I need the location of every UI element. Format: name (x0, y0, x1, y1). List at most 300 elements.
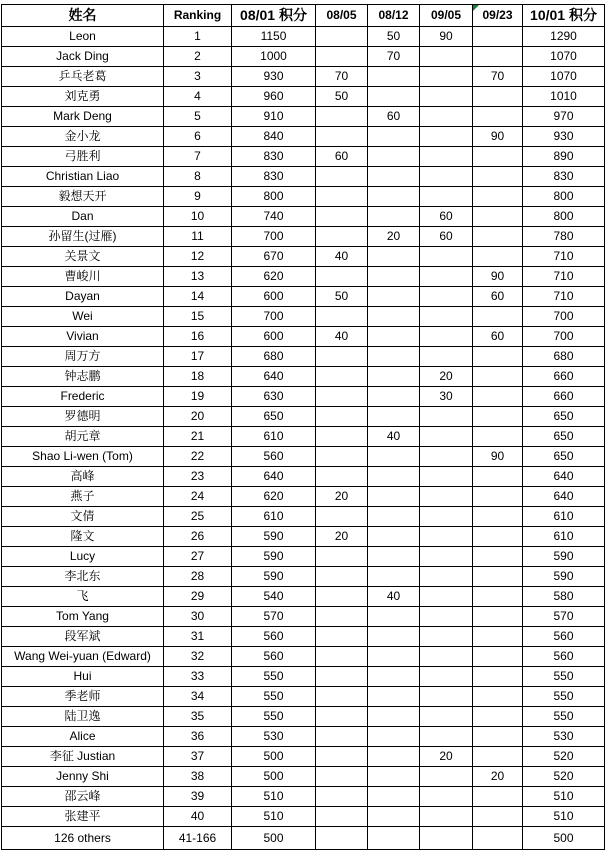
cell-ranking[interactable]: 35 (164, 707, 232, 727)
cell-points-1001[interactable]: 1070 (523, 47, 605, 67)
cell-points-0801[interactable]: 910 (232, 107, 316, 127)
cell-0905[interactable] (420, 327, 473, 347)
cell-name[interactable]: Dan (2, 207, 164, 227)
cell-name[interactable]: Frederic (2, 387, 164, 407)
cell-0923[interactable] (473, 107, 523, 127)
cell-0812[interactable]: 60 (368, 107, 420, 127)
cell-name[interactable]: 126 others (2, 827, 164, 850)
cell-0905[interactable] (420, 727, 473, 747)
cell-0812[interactable]: 40 (368, 587, 420, 607)
cell-0805[interactable] (316, 507, 368, 527)
cell-ranking[interactable]: 23 (164, 467, 232, 487)
cell-ranking[interactable]: 22 (164, 447, 232, 467)
cell-0905[interactable] (420, 527, 473, 547)
cell-ranking[interactable]: 31 (164, 627, 232, 647)
cell-0812[interactable] (368, 687, 420, 707)
cell-0923[interactable] (473, 587, 523, 607)
cell-0812[interactable] (368, 207, 420, 227)
cell-points-0801[interactable]: 700 (232, 307, 316, 327)
cell-0923[interactable] (473, 507, 523, 527)
cell-ranking[interactable]: 1 (164, 27, 232, 47)
cell-ranking[interactable]: 11 (164, 227, 232, 247)
cell-points-0801[interactable]: 560 (232, 627, 316, 647)
header-points-0801[interactable]: 08/01 积分 (232, 5, 316, 27)
cell-0905[interactable] (420, 707, 473, 727)
header-0923[interactable] (473, 5, 523, 27)
cell-name[interactable]: 张建平 (2, 807, 164, 827)
cell-0812[interactable] (368, 347, 420, 367)
cell-0805[interactable]: 50 (316, 87, 368, 107)
cell-0923[interactable] (473, 227, 523, 247)
cell-0905[interactable] (420, 67, 473, 87)
cell-points-1001[interactable]: 530 (523, 727, 605, 747)
cell-0805[interactable] (316, 27, 368, 47)
cell-ranking[interactable]: 13 (164, 267, 232, 287)
cell-points-0801[interactable]: 700 (232, 227, 316, 247)
cell-0923[interactable]: 90 (473, 447, 523, 467)
cell-0905[interactable] (420, 427, 473, 447)
cell-0805[interactable] (316, 827, 368, 850)
cell-points-1001[interactable]: 650 (523, 447, 605, 467)
cell-name[interactable]: 季老师 (2, 687, 164, 707)
cell-name[interactable]: 弓胜利 (2, 147, 164, 167)
cell-points-0801[interactable]: 500 (232, 767, 316, 787)
cell-0905[interactable] (420, 467, 473, 487)
cell-0805[interactable] (316, 607, 368, 627)
cell-0923[interactable] (473, 827, 523, 850)
cell-name[interactable]: 邵云峰 (2, 787, 164, 807)
cell-0812[interactable] (368, 487, 420, 507)
cell-0812[interactable] (368, 127, 420, 147)
cell-0805[interactable] (316, 187, 368, 207)
cell-0905[interactable] (420, 347, 473, 367)
cell-points-0801[interactable]: 610 (232, 507, 316, 527)
cell-points-1001[interactable]: 640 (523, 487, 605, 507)
cell-0812[interactable] (368, 447, 420, 467)
cell-points-0801[interactable]: 630 (232, 387, 316, 407)
cell-name[interactable]: Jenny Shi (2, 767, 164, 787)
cell-points-1001[interactable]: 500 (523, 827, 605, 850)
cell-0812[interactable] (368, 727, 420, 747)
cell-0812[interactable] (368, 787, 420, 807)
cell-0905[interactable] (420, 767, 473, 787)
cell-0805[interactable] (316, 747, 368, 767)
cell-ranking[interactable]: 21 (164, 427, 232, 447)
cell-points-1001[interactable]: 550 (523, 667, 605, 687)
cell-name[interactable]: 乒乓老葛 (2, 67, 164, 87)
cell-name[interactable]: Wang Wei-yuan (Edward) (2, 647, 164, 667)
cell-points-1001[interactable]: 890 (523, 147, 605, 167)
cell-points-1001[interactable]: 800 (523, 207, 605, 227)
cell-ranking[interactable]: 34 (164, 687, 232, 707)
cell-0805[interactable] (316, 687, 368, 707)
cell-ranking[interactable]: 19 (164, 387, 232, 407)
cell-points-0801[interactable]: 620 (232, 487, 316, 507)
cell-name[interactable]: 陆卫逸 (2, 707, 164, 727)
cell-ranking[interactable]: 38 (164, 767, 232, 787)
cell-0812[interactable]: 70 (368, 47, 420, 67)
cell-0923[interactable]: 70 (473, 67, 523, 87)
cell-0923[interactable]: 60 (473, 287, 523, 307)
cell-0812[interactable] (368, 627, 420, 647)
cell-name[interactable]: 罗德明 (2, 407, 164, 427)
cell-0905[interactable]: 90 (420, 27, 473, 47)
cell-0812[interactable] (368, 747, 420, 767)
cell-0923[interactable] (473, 467, 523, 487)
cell-name[interactable]: 关景文 (2, 247, 164, 267)
cell-0812[interactable] (368, 87, 420, 107)
cell-points-1001[interactable]: 1070 (523, 67, 605, 87)
cell-0905[interactable] (420, 647, 473, 667)
cell-0923[interactable] (473, 167, 523, 187)
cell-points-1001[interactable]: 570 (523, 607, 605, 627)
cell-0805[interactable]: 40 (316, 327, 368, 347)
cell-points-1001[interactable]: 710 (523, 247, 605, 267)
cell-points-1001[interactable]: 510 (523, 807, 605, 827)
cell-ranking[interactable]: 2 (164, 47, 232, 67)
cell-0812[interactable] (368, 287, 420, 307)
cell-0805[interactable] (316, 347, 368, 367)
cell-points-0801[interactable]: 1150 (232, 27, 316, 47)
cell-points-1001[interactable]: 510 (523, 787, 605, 807)
cell-0923[interactable] (473, 707, 523, 727)
cell-points-1001[interactable]: 560 (523, 647, 605, 667)
cell-ranking[interactable]: 17 (164, 347, 232, 367)
cell-0812[interactable]: 20 (368, 227, 420, 247)
cell-0923[interactable] (473, 527, 523, 547)
cell-name[interactable]: 段军斌 (2, 627, 164, 647)
cell-points-1001[interactable]: 580 (523, 587, 605, 607)
cell-0905[interactable]: 60 (420, 227, 473, 247)
cell-name[interactable]: 金小龙 (2, 127, 164, 147)
cell-0805[interactable] (316, 447, 368, 467)
cell-points-0801[interactable]: 590 (232, 547, 316, 567)
cell-name[interactable]: 李征 Justian (2, 747, 164, 767)
cell-0905[interactable] (420, 667, 473, 687)
cell-name[interactable]: Leon (2, 27, 164, 47)
cell-0905[interactable] (420, 807, 473, 827)
cell-0905[interactable] (420, 127, 473, 147)
cell-0905[interactable] (420, 627, 473, 647)
cell-0923[interactable] (473, 647, 523, 667)
cell-0812[interactable] (368, 767, 420, 787)
cell-points-0801[interactable]: 500 (232, 827, 316, 850)
cell-0905[interactable]: 20 (420, 367, 473, 387)
cell-0923[interactable]: 20 (473, 767, 523, 787)
cell-0923[interactable] (473, 727, 523, 747)
cell-ranking[interactable]: 3 (164, 67, 232, 87)
header-0812[interactable]: 08/12 (368, 5, 420, 27)
cell-points-0801[interactable]: 540 (232, 587, 316, 607)
cell-name[interactable]: Hui (2, 667, 164, 687)
cell-points-1001[interactable]: 610 (523, 527, 605, 547)
cell-points-0801[interactable]: 640 (232, 467, 316, 487)
cell-points-0801[interactable]: 830 (232, 147, 316, 167)
cell-0812[interactable] (368, 407, 420, 427)
cell-0923[interactable] (473, 187, 523, 207)
cell-0805[interactable] (316, 167, 368, 187)
cell-0812[interactable] (368, 307, 420, 327)
cell-points-0801[interactable]: 560 (232, 647, 316, 667)
cell-0812[interactable] (368, 187, 420, 207)
cell-name[interactable]: Wei (2, 307, 164, 327)
cell-points-0801[interactable]: 680 (232, 347, 316, 367)
cell-0923[interactable] (473, 667, 523, 687)
cell-0805[interactable] (316, 107, 368, 127)
cell-0805[interactable] (316, 47, 368, 67)
header-ranking[interactable]: Ranking (164, 5, 232, 27)
cell-ranking[interactable]: 27 (164, 547, 232, 567)
cell-0923[interactable] (473, 27, 523, 47)
cell-name[interactable]: 钟志鹏 (2, 367, 164, 387)
cell-0812[interactable] (368, 527, 420, 547)
cell-0805[interactable] (316, 467, 368, 487)
cell-name[interactable]: Dayan (2, 287, 164, 307)
cell-points-1001[interactable]: 650 (523, 427, 605, 447)
cell-0923[interactable] (473, 687, 523, 707)
cell-0812[interactable] (368, 327, 420, 347)
cell-ranking[interactable]: 39 (164, 787, 232, 807)
cell-0923[interactable] (473, 347, 523, 367)
cell-0805[interactable] (316, 307, 368, 327)
cell-ranking[interactable]: 6 (164, 127, 232, 147)
cell-ranking[interactable]: 37 (164, 747, 232, 767)
cell-0812[interactable] (368, 707, 420, 727)
cell-name[interactable]: Jack Ding (2, 47, 164, 67)
cell-0923[interactable] (473, 807, 523, 827)
cell-ranking[interactable]: 30 (164, 607, 232, 627)
cell-points-0801[interactable]: 550 (232, 707, 316, 727)
cell-ranking[interactable]: 12 (164, 247, 232, 267)
cell-points-1001[interactable]: 520 (523, 747, 605, 767)
cell-points-0801[interactable]: 800 (232, 187, 316, 207)
cell-0805[interactable] (316, 227, 368, 247)
cell-ranking[interactable]: 28 (164, 567, 232, 587)
cell-points-0801[interactable]: 530 (232, 727, 316, 747)
cell-points-1001[interactable]: 660 (523, 367, 605, 387)
cell-points-0801[interactable]: 590 (232, 567, 316, 587)
cell-points-1001[interactable]: 930 (523, 127, 605, 147)
cell-0923[interactable] (473, 427, 523, 447)
cell-0812[interactable] (368, 507, 420, 527)
cell-points-1001[interactable]: 1010 (523, 87, 605, 107)
cell-0805[interactable] (316, 367, 368, 387)
cell-points-0801[interactable]: 600 (232, 287, 316, 307)
cell-ranking[interactable]: 32 (164, 647, 232, 667)
cell-ranking[interactable]: 40 (164, 807, 232, 827)
cell-0905[interactable]: 60 (420, 207, 473, 227)
cell-0923[interactable] (473, 747, 523, 767)
cell-points-1001[interactable]: 700 (523, 307, 605, 327)
cell-ranking[interactable]: 8 (164, 167, 232, 187)
cell-0923[interactable] (473, 607, 523, 627)
cell-0812[interactable]: 40 (368, 427, 420, 447)
cell-0923[interactable] (473, 567, 523, 587)
cell-0905[interactable] (420, 587, 473, 607)
cell-points-0801[interactable]: 600 (232, 327, 316, 347)
cell-points-0801[interactable]: 590 (232, 527, 316, 547)
cell-0923[interactable] (473, 367, 523, 387)
cell-0812[interactable] (368, 827, 420, 850)
cell-points-0801[interactable]: 570 (232, 607, 316, 627)
cell-points-1001[interactable]: 970 (523, 107, 605, 127)
cell-0905[interactable]: 30 (420, 387, 473, 407)
cell-0923[interactable] (473, 207, 523, 227)
cell-0923[interactable]: 90 (473, 127, 523, 147)
cell-points-1001[interactable]: 780 (523, 227, 605, 247)
cell-points-1001[interactable]: 590 (523, 547, 605, 567)
cell-0805[interactable] (316, 427, 368, 447)
cell-0923[interactable] (473, 627, 523, 647)
cell-0923[interactable] (473, 407, 523, 427)
cell-points-0801[interactable]: 640 (232, 367, 316, 387)
cell-0905[interactable] (420, 287, 473, 307)
cell-points-0801[interactable]: 510 (232, 807, 316, 827)
cell-0905[interactable] (420, 167, 473, 187)
cell-points-1001[interactable]: 700 (523, 327, 605, 347)
cell-name[interactable]: 文倩 (2, 507, 164, 527)
cell-0812[interactable]: 50 (368, 27, 420, 47)
cell-0923[interactable] (473, 547, 523, 567)
cell-0923[interactable] (473, 487, 523, 507)
cell-0905[interactable] (420, 107, 473, 127)
cell-ranking[interactable]: 41-166 (164, 827, 232, 850)
cell-0805[interactable] (316, 707, 368, 727)
cell-name[interactable]: Mark Deng (2, 107, 164, 127)
cell-ranking[interactable]: 7 (164, 147, 232, 167)
cell-0805[interactable] (316, 647, 368, 667)
cell-0812[interactable] (368, 387, 420, 407)
cell-0923[interactable] (473, 787, 523, 807)
cell-name[interactable]: 毅想天开 (2, 187, 164, 207)
cell-ranking[interactable]: 24 (164, 487, 232, 507)
cell-0805[interactable] (316, 787, 368, 807)
cell-ranking[interactable]: 14 (164, 287, 232, 307)
header-0905[interactable]: 09/05 (420, 5, 473, 27)
cell-name[interactable]: 胡元章 (2, 427, 164, 447)
cell-name[interactable]: 周万方 (2, 347, 164, 367)
cell-points-1001[interactable]: 1290 (523, 27, 605, 47)
cell-points-0801[interactable]: 620 (232, 267, 316, 287)
cell-0805[interactable] (316, 547, 368, 567)
cell-ranking[interactable]: 15 (164, 307, 232, 327)
cell-points-1001[interactable]: 590 (523, 567, 605, 587)
cell-ranking[interactable]: 4 (164, 87, 232, 107)
cell-points-0801[interactable]: 560 (232, 447, 316, 467)
cell-name[interactable]: Lucy (2, 547, 164, 567)
cell-ranking[interactable]: 26 (164, 527, 232, 547)
cell-0805[interactable]: 50 (316, 287, 368, 307)
cell-ranking[interactable]: 20 (164, 407, 232, 427)
cell-0905[interactable]: 20 (420, 747, 473, 767)
cell-0905[interactable] (420, 687, 473, 707)
cell-0905[interactable] (420, 487, 473, 507)
cell-name[interactable]: 李北东 (2, 567, 164, 587)
cell-0805[interactable]: 40 (316, 247, 368, 267)
cell-0812[interactable] (368, 647, 420, 667)
cell-points-1001[interactable]: 830 (523, 167, 605, 187)
cell-0805[interactable]: 20 (316, 487, 368, 507)
cell-0905[interactable] (420, 787, 473, 807)
cell-0805[interactable]: 70 (316, 67, 368, 87)
cell-points-0801[interactable]: 930 (232, 67, 316, 87)
cell-ranking[interactable]: 36 (164, 727, 232, 747)
cell-0923[interactable] (473, 247, 523, 267)
cell-0805[interactable] (316, 667, 368, 687)
cell-0905[interactable] (420, 267, 473, 287)
cell-name[interactable]: 刘克勇 (2, 87, 164, 107)
cell-points-0801[interactable]: 740 (232, 207, 316, 227)
cell-points-0801[interactable]: 650 (232, 407, 316, 427)
header-name[interactable]: 姓名 (2, 5, 164, 27)
cell-0905[interactable] (420, 47, 473, 67)
cell-points-0801[interactable]: 960 (232, 87, 316, 107)
cell-0812[interactable] (368, 167, 420, 187)
cell-0923[interactable]: 60 (473, 327, 523, 347)
cell-points-1001[interactable]: 640 (523, 467, 605, 487)
cell-name[interactable]: 孙留生(过雁) (2, 227, 164, 247)
cell-name[interactable]: Vivian (2, 327, 164, 347)
cell-0812[interactable] (368, 267, 420, 287)
cell-0905[interactable] (420, 307, 473, 327)
cell-name[interactable]: 飞 (2, 587, 164, 607)
cell-ranking[interactable]: 33 (164, 667, 232, 687)
cell-0905[interactable] (420, 507, 473, 527)
cell-points-0801[interactable]: 550 (232, 687, 316, 707)
cell-0805[interactable] (316, 407, 368, 427)
cell-0905[interactable] (420, 547, 473, 567)
cell-0905[interactable] (420, 147, 473, 167)
cell-0812[interactable] (368, 467, 420, 487)
cell-0905[interactable] (420, 607, 473, 627)
cell-0805[interactable] (316, 387, 368, 407)
cell-0805[interactable]: 20 (316, 527, 368, 547)
cell-points-0801[interactable]: 550 (232, 667, 316, 687)
cell-points-1001[interactable]: 550 (523, 687, 605, 707)
cell-ranking[interactable]: 5 (164, 107, 232, 127)
cell-name[interactable]: 燕子 (2, 487, 164, 507)
cell-0812[interactable] (368, 567, 420, 587)
cell-points-1001[interactable]: 650 (523, 407, 605, 427)
cell-0805[interactable] (316, 567, 368, 587)
cell-points-0801[interactable]: 1000 (232, 47, 316, 67)
cell-0923[interactable] (473, 387, 523, 407)
cell-0805[interactable] (316, 727, 368, 747)
cell-0923[interactable] (473, 307, 523, 327)
cell-0805[interactable] (316, 767, 368, 787)
cell-0805[interactable] (316, 127, 368, 147)
cell-points-1001[interactable]: 680 (523, 347, 605, 367)
cell-0805[interactable] (316, 207, 368, 227)
cell-0923[interactable] (473, 147, 523, 167)
cell-points-1001[interactable]: 550 (523, 707, 605, 727)
cell-points-1001[interactable]: 800 (523, 187, 605, 207)
cell-ranking[interactable]: 25 (164, 507, 232, 527)
cell-points-1001[interactable]: 710 (523, 287, 605, 307)
cell-name[interactable]: 曹峻川 (2, 267, 164, 287)
cell-ranking[interactable]: 10 (164, 207, 232, 227)
cell-0905[interactable] (420, 187, 473, 207)
cell-0905[interactable] (420, 447, 473, 467)
cell-points-1001[interactable]: 610 (523, 507, 605, 527)
cell-0812[interactable] (368, 547, 420, 567)
cell-0905[interactable] (420, 87, 473, 107)
cell-points-1001[interactable]: 710 (523, 267, 605, 287)
cell-0812[interactable] (368, 67, 420, 87)
cell-0905[interactable] (420, 827, 473, 850)
cell-ranking[interactable]: 9 (164, 187, 232, 207)
header-0805[interactable]: 08/05 (316, 5, 368, 27)
